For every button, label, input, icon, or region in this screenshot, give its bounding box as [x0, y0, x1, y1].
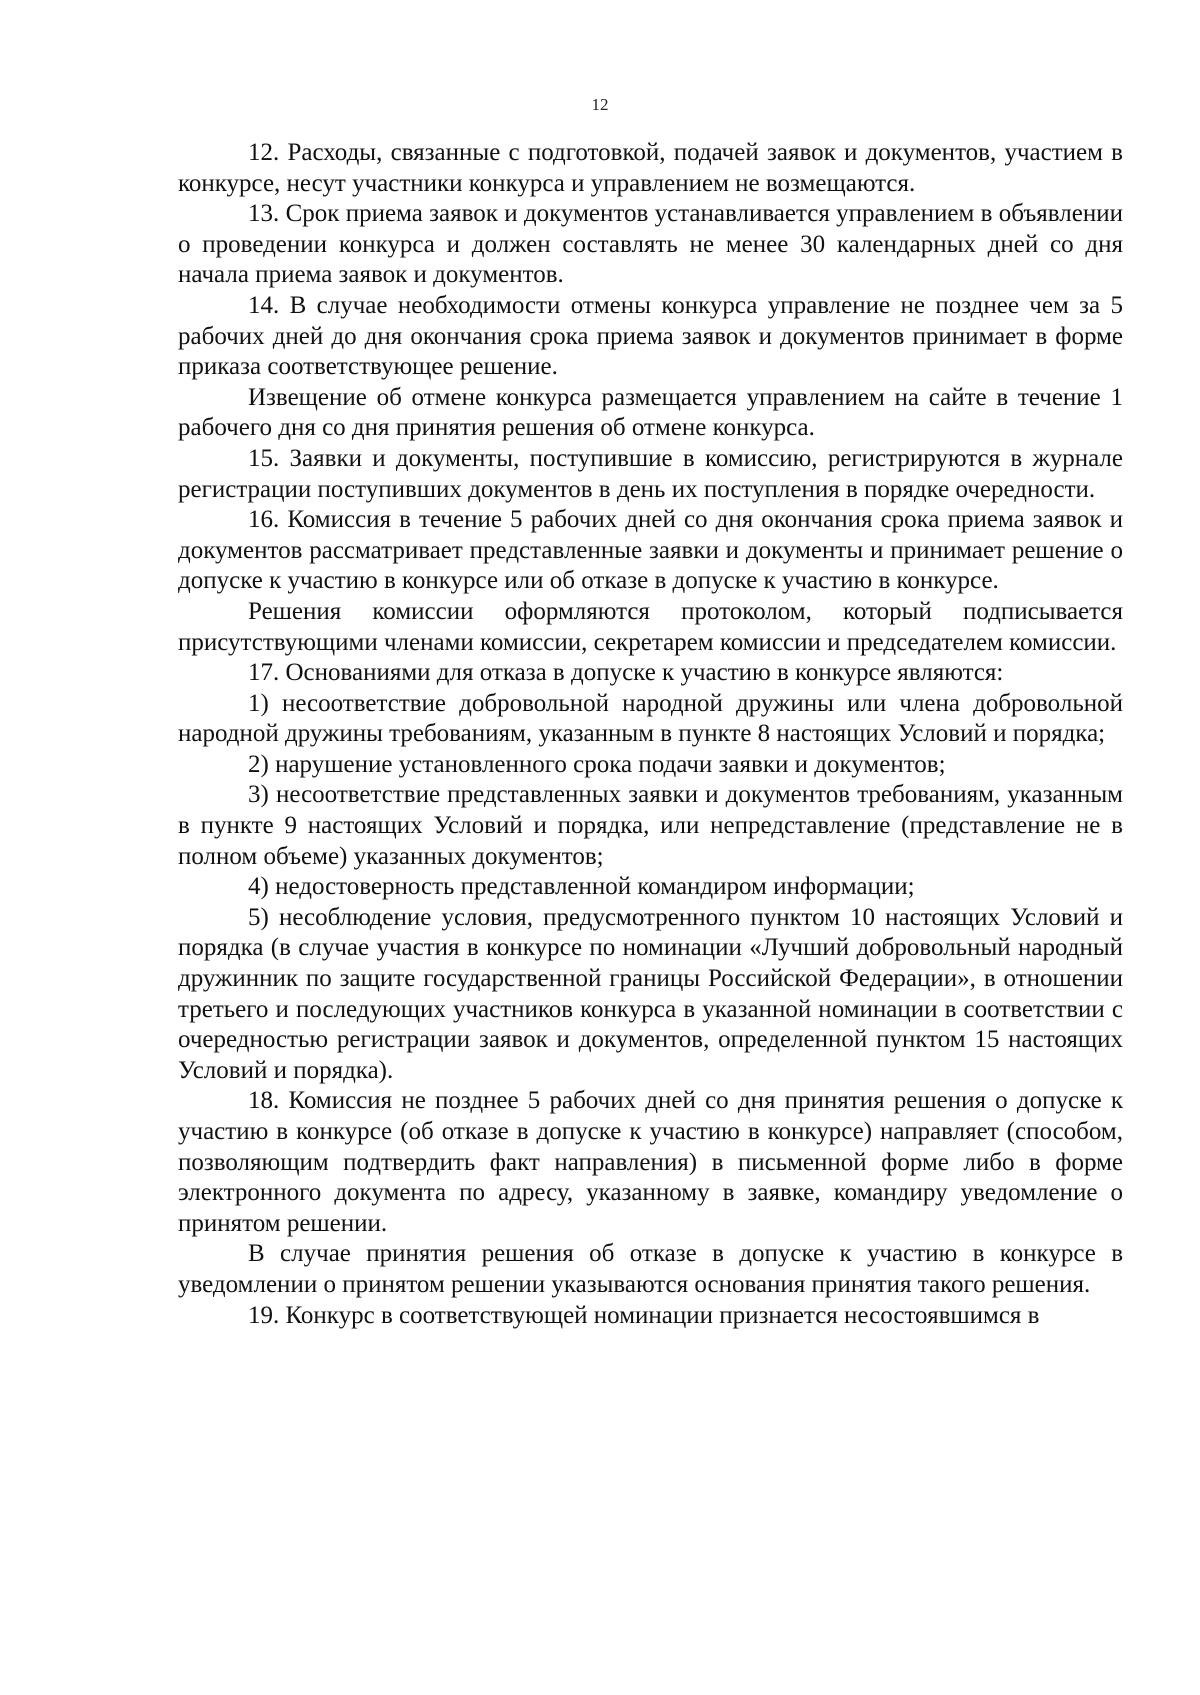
list-item-17-3: 3) несоответствие представленных заявки и документов требованиям, указанным в пункте 9 настоящих Условий и порядка, или непредставление (представление не в полном объеме) указанных документов; [178, 781, 1123, 870]
paragraph-cancel-notice: Извещение об отмене конкурса размещается управлением на сайте в течение 1 рабочего дня со дня принятия решения об отмене конкурса. [178, 383, 1123, 442]
paragraph-13: 13. Срок приема заявок и документов устанавливается управлением в объявлении о проведении конкурса и должен составлять не менее 30 календарных дней со дня начала приема заявок и документов. [178, 200, 1123, 289]
paragraph-18: 18. Комиссия не позднее 5 рабочих дней со дня принятия решения о допуске к участию в конкурсе (об отказе в допуске к участию в конкурсе) направляет (способом, позволяющим подтвердить факт направления) в письменной форме либо в форме электронного документа по адресу, указанному в заявке, командиру уведомление о принятом решении. [178, 1087, 1123, 1237]
list-item-17-2: 2) нарушение установленного срока подачи заявки и документов; [248, 750, 946, 778]
paragraph-commission-decisions: Решения комиссии оформляются протоколом, который подписывается присутствующими членами комиссии, секретарем комиссии и председателем комиссии. [178, 597, 1123, 656]
paragraph-16: 16. Комиссия в течение 5 рабочих дней со дня окончания срока приема заявок и документов рассматривает представленные заявки и документы и принимает решение о допуске к участию в конкурсе или об отказе в допуске к участию в конкурсе. [178, 506, 1123, 595]
list-item-17-4: 4) недостоверность представленной командиром информации; [248, 873, 915, 901]
paragraph-19: 19. Конкурс в соответствующей номинации признается несостоявшимся в [248, 1301, 1040, 1329]
paragraph-17: 17. Основаниями для отказа в допуске к участию в конкурсе являются: [248, 659, 1004, 687]
paragraph-14: 14. В случае необходимости отмены конкурса управление не позднее чем за 5 рабочих дней до дня окончания срока приема заявок и документов принимает в форме приказа соответствующее решение. [178, 291, 1123, 381]
document-body [178, 138, 1123, 1331]
list-item-17-1: 1) несоответствие добровольной народной дружины или члена добровольной народной дружины требованиям, указанным в пункте 8 настоящих Условий и порядка; [178, 689, 1123, 748]
paragraph-12: 12. Расходы, связанные с подготовкой, подачей заявок и документов, участием в конкурсе, несут участники конкурса и управлением не возмещаются. [178, 139, 1123, 197]
paragraph-refusal-notice: В случае принятия решения об отказе в допуске к участию в конкурсе в уведомлении о принятом решении указываются основания принятия такого решения. [178, 1240, 1123, 1298]
list-item-17-5: 5) несоблюдение условия, предусмотренного пунктом 10 настоящих Условий и порядка (в случае участия в конкурсе по номинации «Лучший добровольный народный дружинник по защите государственной границы Российской Федерации», в отношении третьего и последующих участников конкурса в указанной номинации в соответствии с очередностью регистрации заявок и документов, определенной пунктом 15 настоящих Условий и порядка). [178, 903, 1123, 1084]
page-number: 12 [591, 95, 609, 114]
paragraph-15: 15. Заявки и документы, поступившие в комиссию, регистрируются в журнале регистрации поступивших документов в день их поступления в порядке очередности. [178, 444, 1123, 503]
